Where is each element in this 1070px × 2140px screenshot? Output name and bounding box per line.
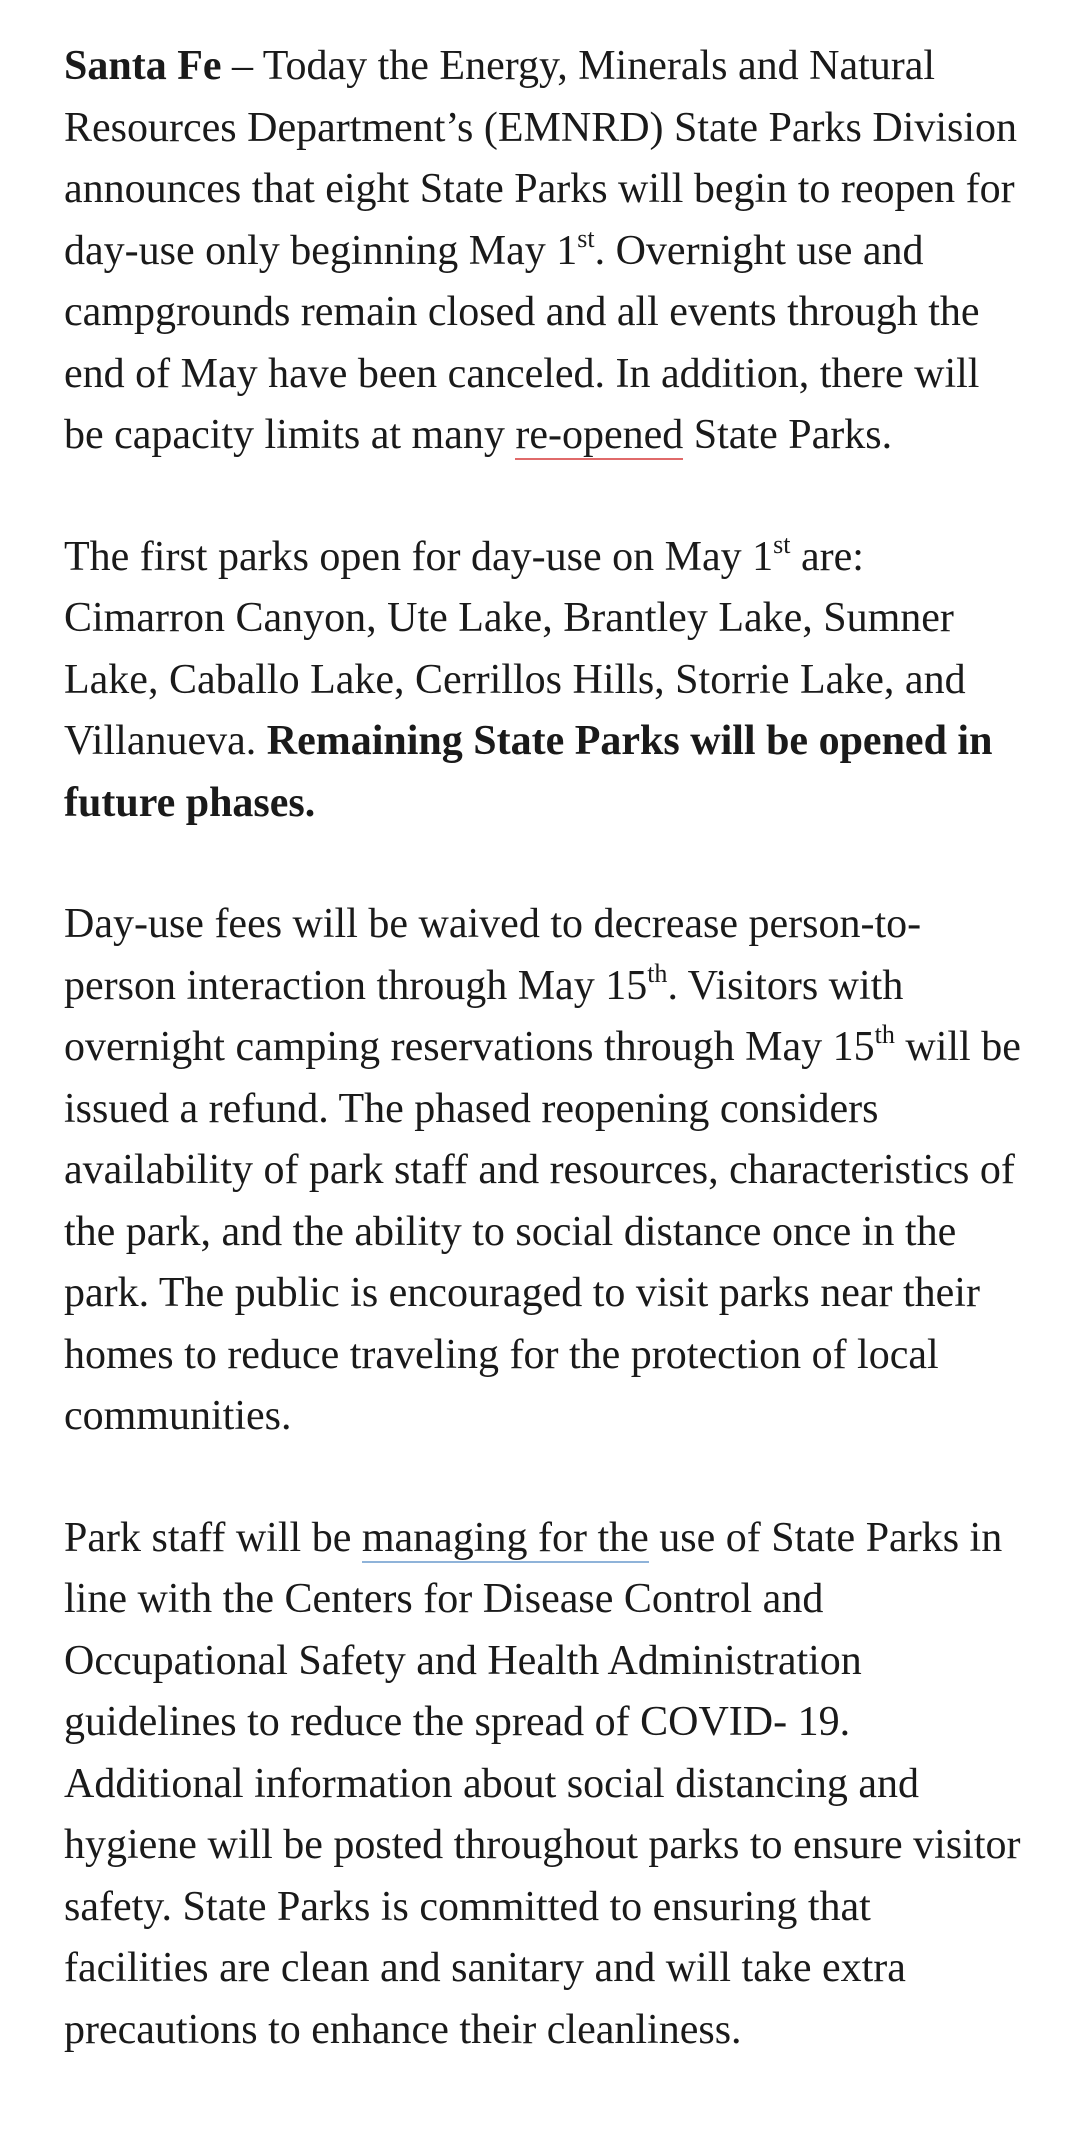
paragraph-text: use of State Parks in line with the Centers for Disease Control and Occupational Safety and Health Administration guidelines to reduce the spread of COVID- 19. Additional information about social distancing and hygiene will be posted throughout parks to ensure visitor safety. State Parks is committed to ensuring that facilities are clean and sanitary and will take extra precautions to enhance their cleanliness.	[64, 1514, 1021, 2053]
paragraph-text: are: Cimarron Canyon, Ute Lake, Brantley Lake, Sumner Lake, Caballo Lake, Cerrillos Hills, Storrie Lake, and Villanueva.	[64, 533, 966, 764]
ordinal-suffix: th	[874, 1020, 895, 1049]
paragraph-text: . Visitors with overnight camping reservations through May 15	[64, 962, 904, 1070]
future-phases-note: Remaining State Parks will be opened in future phases.	[64, 718, 993, 826]
paragraph-text: State Parks.	[683, 412, 893, 458]
paragraph-park-list	[64, 527, 1024, 835]
dateline: Santa Fe	[64, 43, 222, 89]
paragraph-text: will be issued a refund. The phased reopening considers availability of park staff and resources, characteristics of the park, and the ability to social distance once in the park. The public is encouraged to visit parks near their homes to reduce traveling for the protection of local communities.	[64, 1024, 1021, 1439]
ordinal-suffix: st	[773, 529, 791, 559]
managing-link[interactable]: managing for the	[361, 1514, 649, 1561]
paragraph-text: Park staff will be	[64, 1514, 362, 1561]
paragraph-text: The first parks open for day-use on May 1	[64, 533, 774, 580]
paragraph-fees	[64, 894, 1024, 1448]
paragraph-text: Day-use fees will be waived to decrease person-to-person interaction through May 15	[64, 901, 922, 1009]
ordinal-suffix: st	[577, 223, 595, 253]
paragraph-text: – Today the Energy, Minerals and Natural Resources Department’s (EMNRD) State Parks Division announces that eight State Parks will begin to reopen for day-use only beginning May 1	[64, 43, 1018, 274]
paragraph-text: . Overnight use and campgrounds remain closed and all events through the end of May have been canceled. In addition, there will be capacity limits at many	[64, 227, 980, 458]
press-release-body	[64, 36, 1024, 2061]
paragraph-announcement	[64, 36, 1024, 467]
paragraph-safety	[64, 1508, 1024, 2062]
reopened-link[interactable]: re-opened	[515, 412, 684, 458]
ordinal-suffix: th	[647, 958, 668, 988]
